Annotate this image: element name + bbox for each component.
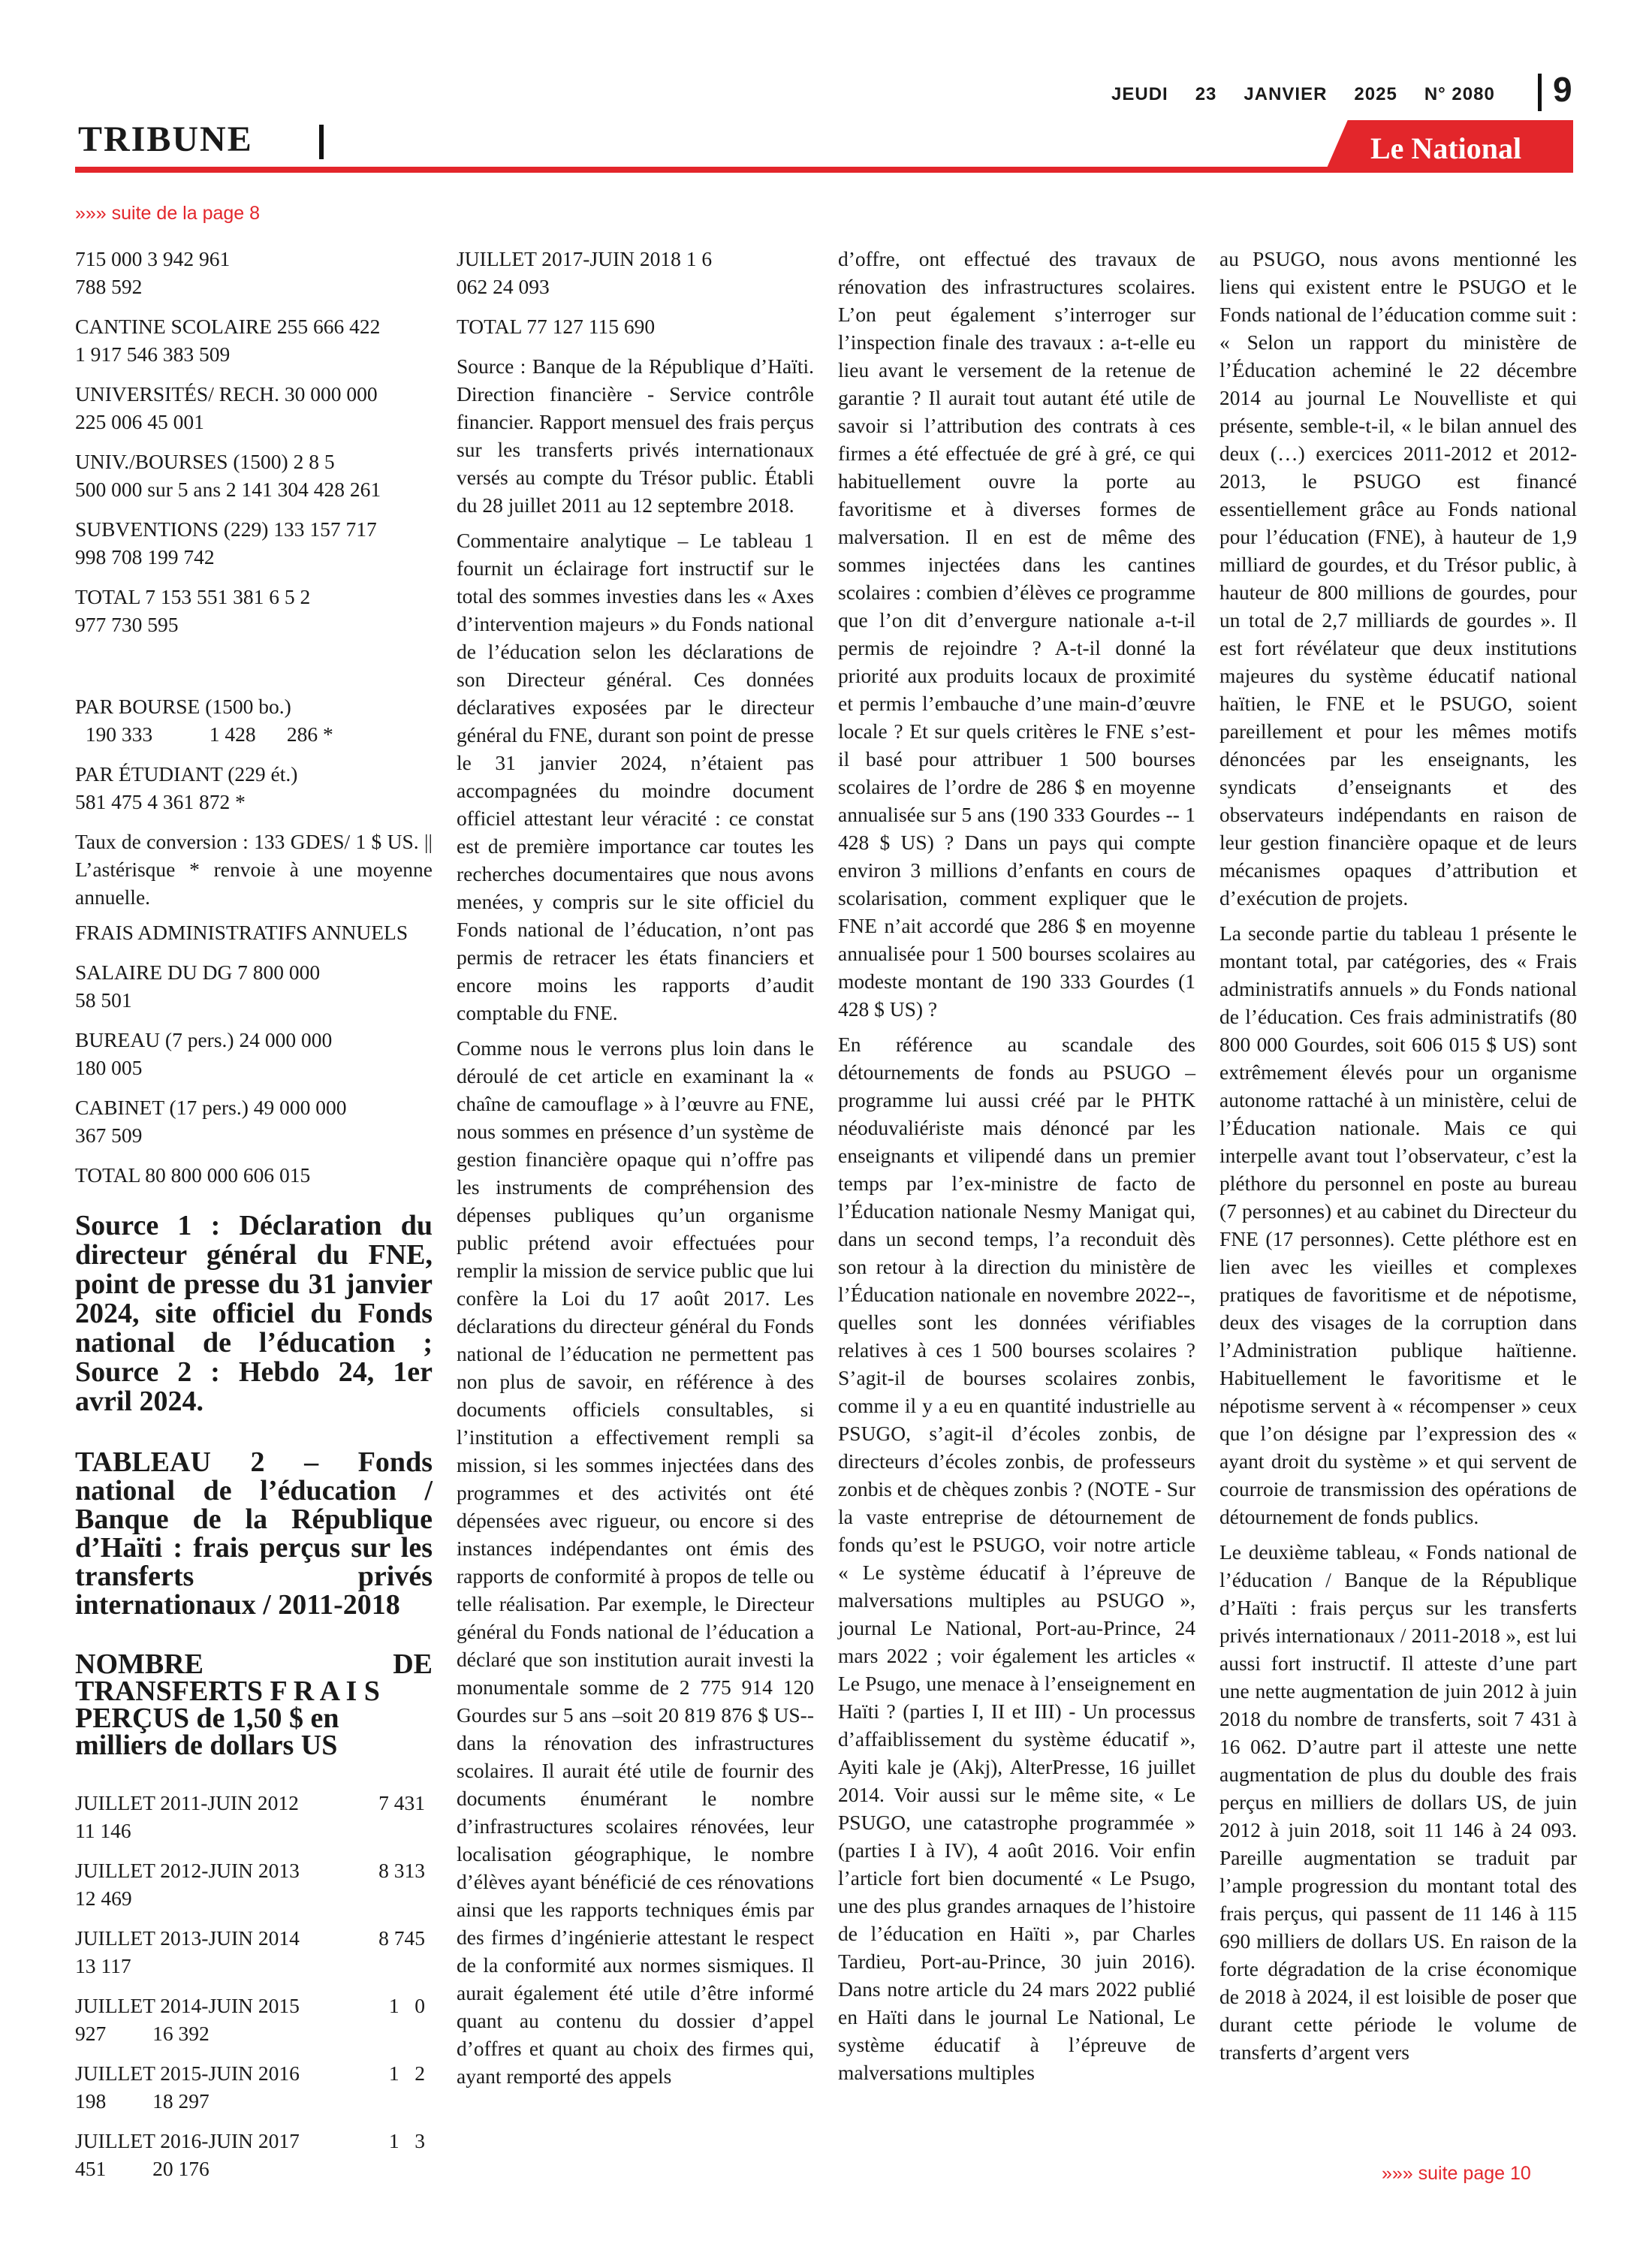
admin-heading: FRAIS ADMINISTRATIFS ANNUELS	[75, 921, 408, 944]
row-fees: 11 146	[75, 1819, 131, 1842]
header-rule	[75, 167, 1573, 173]
row-fees: 451 20 176	[75, 2157, 210, 2180]
table2-header-b: DE	[393, 1648, 433, 1680]
row-period: JUILLET 2011-JUIN 2012	[75, 1791, 299, 1814]
column-2	[457, 245, 814, 2098]
table-row	[75, 2059, 433, 2115]
row-label: TOTAL 77 127 115 690	[457, 315, 656, 338]
table-row	[75, 1093, 433, 1149]
column-4	[1219, 245, 1577, 2074]
paragraph: Le deuxième tableau, « Fonds national de l’éducation / Banque de la République d’Haïti : frais perçus sur les transferts privés internationaux / 2011-2018 », est lui aussi fort instructif. Il atteste d’une part une nette augmentation de juin 2012 à juin 2018 du nombre de transferts, soit 7 431 à 16 062. D’autre part il atteste une nette augmentation de plus du double des frais perçus en milliers de dollars US, de juin 2012 à juin 2018, soit 11 146 à 24 093. Pareille augmentation se traduit par l’ample progression du montant total des frais perçus, qui passent de 11 146 à 115 690 milliers de dollars US. En raison de la forte dégradation de la crise économique de 2018 à 2024, il est loisible de poser que durant cette période le volume de transferts d’argent vers	[1219, 1540, 1577, 2064]
issue-number: N° 2080	[1424, 84, 1495, 104]
row-period: JUILLET 2013-JUIN 2014	[75, 1926, 300, 1950]
row-period: JUILLET 2014-JUIN 2015	[75, 1994, 300, 2017]
issue-year: 2025	[1354, 84, 1397, 104]
paragraph: Source : Banque de la République d’Haïti. Direction financière - Service contrôle financier. Rapport mensuel des frais perçus sur les transferts privés internationaux versés au compte du Trésor public. Établi du 28 juillet 2011 au 12 septembre 2018.	[457, 354, 814, 517]
row-values: 788 592	[75, 275, 143, 298]
table-row	[75, 1856, 433, 1912]
row-period: JUILLET 2015-JUIN 2016	[75, 2061, 300, 2085]
section-title: TRIBUNE	[78, 119, 253, 159]
row-values: 190 333 1 428 286 *	[75, 722, 333, 746]
table-row	[75, 245, 433, 300]
table-row	[75, 692, 433, 748]
row-label: TOTAL 80 800 000 606 015	[75, 1163, 311, 1187]
row-fees: 198 18 297	[75, 2089, 210, 2113]
issue-day: JEUDI	[1111, 84, 1168, 104]
row-label: JUILLET 2017-JUIN 2018 1 6	[457, 247, 713, 270]
row-values: 977 730 595	[75, 613, 179, 636]
row-label: PAR BOURSE (1500 bo.)	[75, 695, 291, 718]
table-row	[75, 515, 433, 571]
issue-month: JANVIER	[1244, 84, 1328, 104]
row-transfers: 1 3	[388, 2129, 425, 2152]
table-row	[75, 1924, 433, 1980]
row-values: 581 475 4 361 872 *	[75, 790, 246, 813]
column-1	[75, 245, 433, 2194]
table-row	[75, 760, 433, 816]
table-row	[75, 2127, 433, 2182]
row-label: TOTAL 7 153 551 381 6 5 2	[75, 585, 311, 608]
row-period: JUILLET 2016-JUIN 2017	[75, 2129, 300, 2152]
section-bar	[319, 125, 324, 159]
row-transfers: 7 431	[378, 1791, 425, 1814]
row-values: 367 509	[75, 1123, 143, 1147]
page-number: 9	[1553, 70, 1572, 109]
table-row	[75, 1992, 433, 2047]
table2-rows	[75, 1789, 433, 2182]
source-heading: Source 1 : Déclaration du directeur général du FNE, point de presse du 31 janvier 2024, site officiel du Fonds national de l’éducation ; Source 2 : Hebdo 24, 1er avril 2024.	[75, 1210, 433, 1417]
row-transfers: 1 2	[388, 2061, 425, 2085]
row-values: 998 708 199 742	[75, 545, 215, 569]
row-transfers: 1 0	[388, 1994, 425, 2017]
paragraph: Comme nous le verrons plus loin dans le déroulé de cet article en examinant la « chaîne de camouflage » à l’œuvre au FNE, nous sommes en présence d’un système de gestion financière opaque qui n’offre pas les instruments de compréhension des dépenses publiques qu’un organisme public prétend avoir effectuées pour remplir la mission de service public que lui confère la Loi du 17 août 2017. Les déclarations du directeur général du Fonds national de l’éducation ne permettent pas non plus de savoir, en référence à des documents officiels consultables, si l’institution a effectivement rempli sa mission, si les sommes injectées dans des programmes et des activités ont été dépensées avec rigueur, ou encore si des instances indépendantes ont émis des rapports de conformité à propos de telle ou telle réalisation. Par exemple, le Directeur général du Fonds national de l’éducation a déclaré que son institution aurait investi la monumentale somme de 2 775 914 120 Gourdes sur 5 ans –soit 20 819 876 $ US-- dans la rénovation des infrastructures scolaires. Il aurait été utile de fournir des documents énumérant le nombre d’infrastructures scolaires rénovées, leur localisation géographique, le nombre d’élèves ayant bénéficié de ces rénovations ainsi que les rapports techniques émis par des firmes d’ingénierie attestant le respect de la conformité aux normes sismiques. Il aurait également été utile d’être informé quant au contenu du dossier d’appel d’offres et quant au choix des firmes qui, ayant remporté des appels	[457, 1036, 814, 2088]
table-row	[75, 1161, 433, 1189]
row-label: BUREAU (7 pers.) 24 000 000	[75, 1028, 333, 1051]
paragraph: d’offre, ont effectué des travaux de rénovation des infrastructures scolaires. L’on peut également s’interroger sur l’inspection finale des travaux : a-t-elle eu lieu avant le versement de la retenue de garantie ? Il aurait tout autant été utile de savoir si l’attribution des contrats à ces firmes a été effectuée de gré à gré, ce qui habituellement ouvre la porte au favoritisme et à diverses formes de malversation. Il en est de même des sommes injectées dans les cantines scolaires : combien d’élèves ce programme que l’on dit d’envergure nationale a-t-il permis de rejoindre ? A-t-il donné la priorité aux produits locaux de proximité et permis l’embauche d’une main-d’œuvre locale ? Et sur quels critères le FNE s’est-il basé pour attribuer 1 500 bourses scolaires de l’ordre de 286 $ en moyenne annualisée sur 5 ans (190 333 Gourdes -- 1 428 $ US) ? Dans un pays qui compte environ 3 millions d’enfants en cours de scolarisation, comment expliquer que le FNE n’ait accordé que 286 $ en moyenne annualisée pour 1 500 bourses scolaires au modeste montant de 190 333 Gourdes (1 428 $ US) ?	[838, 247, 1195, 1021]
row-values: 1 917 546 383 509	[75, 342, 231, 366]
row-label: SALAIRE DU DG 7 800 000	[75, 961, 321, 984]
issue-date-num: 23	[1195, 84, 1217, 104]
table2-header-a: NOMBRE	[75, 1648, 203, 1680]
row-label: CANTINE SCOLAIRE 255 666 422	[75, 315, 381, 338]
brand-name: Le National	[1370, 131, 1522, 165]
row-fees: 12 469	[75, 1887, 132, 1910]
table-row	[75, 958, 433, 1014]
table-row	[457, 312, 814, 340]
row-transfers: 8 745	[378, 1926, 425, 1950]
row-values: 225 006 45 001	[75, 410, 204, 433]
conversion-note: Taux de conversion : 133 GDES/ 1 $ US. || L’astérisque * renvoie à une moyenne annuelle.	[75, 830, 433, 909]
table-row	[75, 380, 433, 436]
table-row	[75, 312, 433, 368]
row-period: JUILLET 2012-JUIN 2013	[75, 1859, 300, 1882]
paragraph: La seconde partie du tableau 1 présente le montant total, par catégories, des « Frais administratifs annuels » du Fonds national de l’éducation. Ces frais administratifs (80 800 000 Gourdes, soit 606 015 $ US) sont extrêmement élevés pour un organisme autonome rattaché à un ministère, celui de l’Éducation nationale. Mais ce qui interpelle avant tout l’observateur, c’est la pléthore du personnel en poste au bureau (7 personnes) et au cabinet du Directeur du FNE (17 personnes). Cette pléthore est en lien avec les vieilles et complexes pratiques de favoritisme et de népotisme, deux des visages de la corruption dans l’Administration publique haïtienne. Habituellement le favoritisme et le népotisme servent à « récompenser » ceux que l’on désigne par l’expression des « ayant droit du système » et qui servent de courroie de transmission des opérations de détournement de fonds publics.	[1219, 921, 1577, 1528]
row-label: PAR ÉTUDIANT (229 ét.)	[75, 762, 298, 786]
row-label: 715 000 3 942 961	[75, 247, 231, 270]
table-row	[75, 583, 433, 638]
row-label: UNIV./BOURSES (1500) 2 8 5	[75, 450, 335, 473]
table-row	[457, 245, 814, 300]
row-fees: 927 16 392	[75, 2022, 210, 2045]
row-values: 180 005	[75, 1056, 143, 1079]
header-separator	[1538, 74, 1542, 111]
paragraph: au PSUGO, nous avons mentionné les liens qui existent entre le PSUGO et le Fonds national de l’éducation comme suit : « Selon un rapport du ministère de l’Éducation acheminé le 22 décembre 2014 au journal Le Nouvelliste et qui présente, semble-t-il, « le bilan annuel des deux (…) exercices 2011-2012 et 2012-2013, le PSUGO est financé essentiellement grâce au Fonds national pour l’éducation (FNE), à hauteur de 1,9 milliard de gourdes, et du Trésor public, à hauteur de 800 millions de gourdes, pour un total de 2,7 milliards de gourdes ». Il est fort révélateur que deux institutions majeures du système éducatif national haïtien, le FNE et le PSUGO, soient pareillement et pour les mêmes motifs dénoncées par les enseignants, les syndicats d’enseignants et des observateurs indépendants en raison de leur gestion financière opaque et de leurs mécanismes opaques d’attribution et d’exécution de projets.	[1219, 247, 1577, 909]
paragraph: En référence au scandale des détournements de fonds au PSUGO –programme lui aussi créé par le PHTK néoduvaliériste mais dénoncé par les enseignants et vilipendé dans un premier temps par l’ex-ministre de facto de l’Éducation nationale Nesmy Manigat qui, dans un second temps, l’a reconduit dès son retour à la direction du ministère de l’Éducation nationale en novembre 2022--, quelles sont les données vérifiables relatives à ces 1 500 bourses scolaires ? S’agit-il de bourses scolaires zonbis, comme il y a eu en quantité industrielle au PSUGO, s’agit-il d’écoles zonbis, de directeurs d’écoles zonbis, de professeurs zonbis et de chèques zonbis ? (NOTE - Sur la vaste entreprise de détournement de fonds qu’est le PSUGO, voir notre article « Le système éducatif à l’épreuve de malversations multiples au PSUGO », journal Le National, Port-au-Prince, 24 mars 2022 ; voir également les articles « Le Psugo, une menace à l’enseignement en Haïti ? (parties I, II et III) - Un processus d’affaiblissement du système éducatif », Ayiti kale je (Akj), AlterPresse, 16 juillet 2014. Voir aussi sur le même site, « Le PSUGO, une catastrophe programmée » (parties I à IV), 4 août 2016. Voir enfin l’article fort bien documenté « Le Psugo, une des plus grandes arnaques de l’histoire de l’éducation en Haïti », par Charles Tardieu, Port-au-Prince, 30 juin 2016). Dans notre article du 24 mars 2022 publié en Haïti dans le journal Le National, Le système éducatif à l’épreuve de malversations multiples	[838, 1033, 1195, 2084]
table1-block	[75, 245, 433, 638]
row-label: CABINET (17 pers.) 49 000 000	[75, 1096, 347, 1119]
table-row	[75, 1789, 433, 1844]
continued-to: »»» suite page 10	[1382, 2163, 1531, 2184]
row-label: UNIVERSITÉS/ RECH. 30 000 000	[75, 382, 378, 406]
row-label: SUBVENTIONS (229) 133 157 717	[75, 517, 377, 541]
table-row	[75, 1026, 433, 1081]
table2-header	[75, 1648, 433, 1761]
row-fees: 13 117	[75, 1954, 131, 1977]
row-transfers: 8 313	[378, 1859, 425, 1882]
row-values: 500 000 sur 5 ans 2 141 304 428 261	[75, 478, 381, 501]
issue-dateline	[1111, 84, 1522, 105]
table2-header-rest: TRANSFERTS F R A I S PERÇUS de 1,50 $ en milliers de dollars US	[75, 1675, 380, 1761]
row-values: 58 501	[75, 988, 132, 1012]
continued-from: »»» suite de la page 8	[75, 203, 261, 224]
paragraph: Commentaire analytique – Le tableau 1 fournit un éclairage fort instructif sur le total des sommes investies dans les « Axes d’intervention majeurs » du Fonds national de l’éducation selon les déclarations de son Directeur général. Ces données déclaratives exposées par le directeur général du FNE, durant son point de presse le 31 janvier 2024, n’étaient pas accompagnées du moindre document officiel attestant leur véracité : ce constat est de première importance car toutes les recherches documentaires que nous avons menées, y compris sur le site officiel du Fonds national de l’éducation, n’ont pas permis de retracer les états financiers et encore moins les rapports d’audit comptable du FNE.	[457, 529, 814, 1024]
table2-title: TABLEAU 2 – Fonds national de l’éducation / Banque de la République d’Haïti : frais perçus sur les transferts privés internationaux / 2011-2018	[75, 1446, 433, 1621]
row-values: 062 24 093	[457, 275, 550, 298]
table-row	[75, 448, 433, 503]
column-3	[838, 245, 1195, 2094]
